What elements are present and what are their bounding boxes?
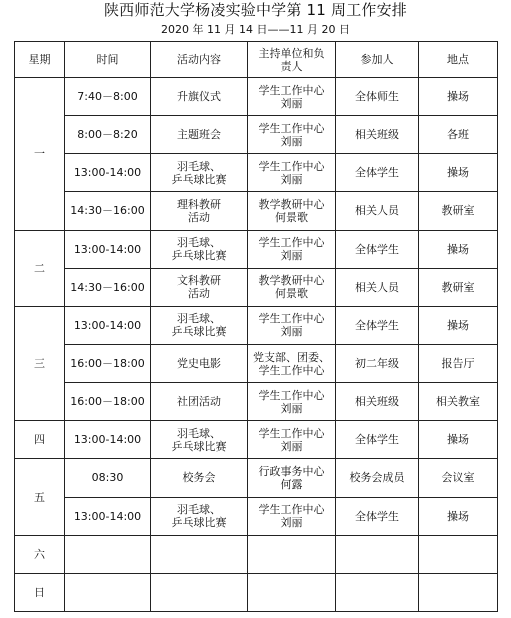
time-cell: 13:00-14:00 xyxy=(65,154,151,192)
day-cell: 五 xyxy=(15,459,65,535)
table-row xyxy=(15,192,498,230)
host-cell xyxy=(248,573,336,611)
day-cell: 四 xyxy=(15,421,65,459)
participants-cell: 初二年级 xyxy=(336,344,419,382)
time-cell: 13:00-14:00 xyxy=(65,497,151,535)
day-cell: 六 xyxy=(15,535,65,573)
host-cell: 学生工作中心 刘丽 xyxy=(248,154,336,192)
table-row xyxy=(15,459,498,497)
host-cell: 教学教研中心 何景歌 xyxy=(248,192,336,230)
host-cell: 学生工作中心 刘丽 xyxy=(248,497,336,535)
time-cell: 14:30－16:00 xyxy=(65,268,151,306)
table-row xyxy=(15,344,498,382)
table-row xyxy=(15,421,498,459)
host-cell: 学生工作中心 刘丽 xyxy=(248,78,336,116)
table-row xyxy=(15,154,498,192)
participants-cell: 全体学生 xyxy=(336,497,419,535)
page-title: 陕西师范大学杨凌实验中学第 11 周工作安排 xyxy=(103,1,408,19)
time-cell: 13:00-14:00 xyxy=(65,421,151,459)
location-cell: 操场 xyxy=(419,421,498,459)
host-cell: 学生工作中心 刘丽 xyxy=(248,116,336,154)
participants-cell xyxy=(336,535,419,573)
host-cell: 行政事务中心 何露 xyxy=(248,459,336,497)
activity-cell: 党史电影 xyxy=(151,344,248,382)
header-row xyxy=(15,42,498,78)
header-location: 地点 xyxy=(419,42,498,78)
participants-cell: 全体学生 xyxy=(336,154,419,192)
time-cell xyxy=(65,535,151,573)
location-cell xyxy=(419,535,498,573)
participants-cell xyxy=(336,573,419,611)
table-row xyxy=(15,573,498,611)
activity-cell: 羽毛球、 乒乓球比赛 xyxy=(151,230,248,268)
day-cell: 一 xyxy=(15,78,65,231)
activity-cell: 升旗仪式 xyxy=(151,78,248,116)
time-cell: 16:00－18:00 xyxy=(65,383,151,421)
location-cell: 报告厅 xyxy=(419,344,498,382)
date-range: 2020 年 11 月 14 日——11 月 20 日 xyxy=(161,23,350,36)
table-row xyxy=(15,497,498,535)
schedule-body xyxy=(15,78,498,612)
participants-cell: 全体师生 xyxy=(336,78,419,116)
activity-cell: 文科教研 活动 xyxy=(151,268,248,306)
location-cell: 操场 xyxy=(419,306,498,344)
day-cell: 三 xyxy=(15,306,65,420)
activity-cell: 理科教研 活动 xyxy=(151,192,248,230)
header-day: 星期 xyxy=(15,42,65,78)
location-cell: 操场 xyxy=(419,497,498,535)
table-row xyxy=(15,78,498,116)
time-cell: 8:00－8:20 xyxy=(65,116,151,154)
participants-cell: 相关人员 xyxy=(336,268,419,306)
table-row xyxy=(15,230,498,268)
location-cell: 教研室 xyxy=(419,192,498,230)
time-cell: 08:30 xyxy=(65,459,151,497)
table-row xyxy=(15,306,498,344)
participants-cell: 全体学生 xyxy=(336,421,419,459)
activity-cell: 羽毛球、 乒乓球比赛 xyxy=(151,497,248,535)
schedule-table xyxy=(14,41,498,612)
activity-cell: 社团活动 xyxy=(151,383,248,421)
host-cell: 学生工作中心 刘丽 xyxy=(248,230,336,268)
location-cell: 教研室 xyxy=(419,268,498,306)
participants-cell: 全体学生 xyxy=(336,230,419,268)
activity-cell: 羽毛球、 乒乓球比赛 xyxy=(151,421,248,459)
location-cell: 会议室 xyxy=(419,459,498,497)
host-cell: 学生工作中心 刘丽 xyxy=(248,421,336,459)
participants-cell: 全体学生 xyxy=(336,306,419,344)
host-cell: 学生工作中心 刘丽 xyxy=(248,383,336,421)
host-cell: 学生工作中心 刘丽 xyxy=(248,306,336,344)
location-cell: 相关教室 xyxy=(419,383,498,421)
activity-cell xyxy=(151,573,248,611)
location-cell: 操场 xyxy=(419,230,498,268)
day-cell: 日 xyxy=(15,573,65,611)
host-cell: 党支部、团委、 学生工作中心 xyxy=(248,344,336,382)
table-row xyxy=(15,268,498,306)
activity-cell: 羽毛球、 乒乓球比赛 xyxy=(151,306,248,344)
time-cell: 13:00-14:00 xyxy=(65,230,151,268)
table-row xyxy=(15,116,498,154)
table-row xyxy=(15,535,498,573)
activity-cell xyxy=(151,535,248,573)
time-cell: 13:00-14:00 xyxy=(65,306,151,344)
participants-cell: 相关人员 xyxy=(336,192,419,230)
time-cell: 14:30－16:00 xyxy=(65,192,151,230)
activity-cell: 主题班会 xyxy=(151,116,248,154)
time-cell: 16:00－18:00 xyxy=(65,344,151,382)
participants-cell: 相关班级 xyxy=(336,383,419,421)
header-time: 时间 xyxy=(65,42,151,78)
time-cell xyxy=(65,573,151,611)
header-activity: 活动内容 xyxy=(151,42,248,78)
host-cell xyxy=(248,535,336,573)
activity-cell: 羽毛球、 乒乓球比赛 xyxy=(151,154,248,192)
location-cell xyxy=(419,573,498,611)
participants-cell: 校务会成员 xyxy=(336,459,419,497)
header-host: 主持单位和负 责人 xyxy=(248,42,336,78)
header-participants: 参加人 xyxy=(336,42,419,78)
location-cell: 各班 xyxy=(419,116,498,154)
location-cell: 操场 xyxy=(419,78,498,116)
activity-cell: 校务会 xyxy=(151,459,248,497)
day-cell: 二 xyxy=(15,230,65,306)
location-cell: 操场 xyxy=(419,154,498,192)
time-cell: 7:40－8:00 xyxy=(65,78,151,116)
participants-cell: 相关班级 xyxy=(336,116,419,154)
table-row xyxy=(15,383,498,421)
host-cell: 教学教研中心 何景歌 xyxy=(248,268,336,306)
